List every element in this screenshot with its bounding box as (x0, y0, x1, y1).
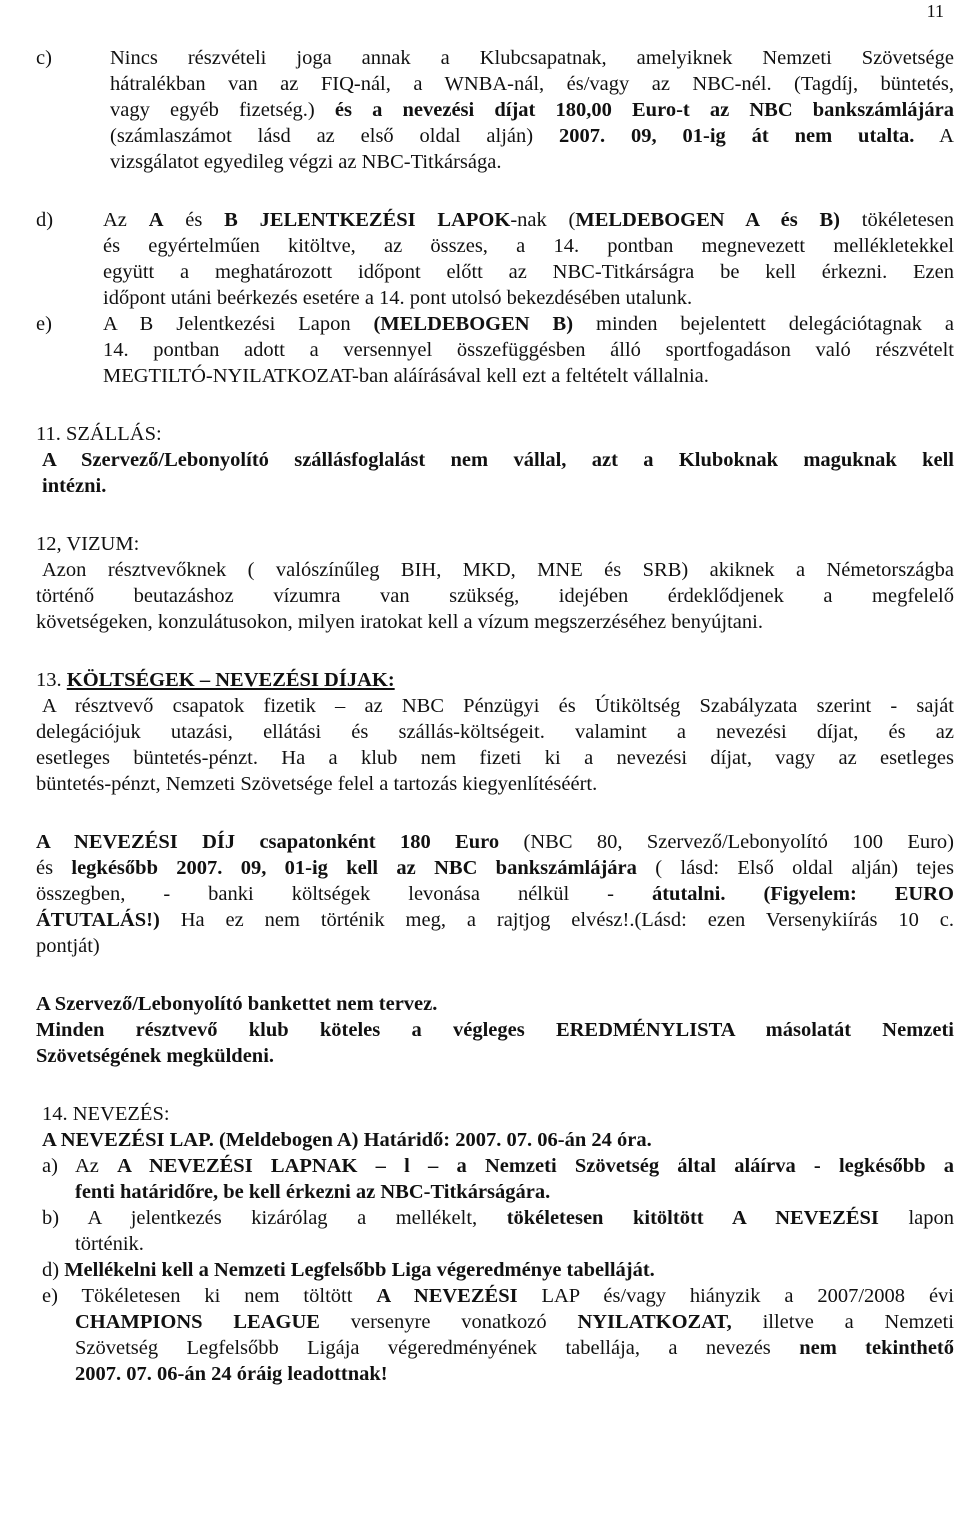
text-line (42, 1283, 954, 1309)
bold-text: és a nevezési díjat 180,00 Euro-t az NBC bankszámlájára (334, 99, 954, 121)
text-run: 11. SZÁLLÁS: (36, 423, 162, 445)
text-run: és (36, 857, 72, 879)
text-line (110, 123, 954, 149)
text-line (36, 583, 954, 609)
bold-text: CHAMPIONS LEAGUE (75, 1311, 320, 1333)
bold-text: A Szervező/Lebonyolító szállásfoglalást nem vállal, azt a Kluboknak maguknak kell (42, 449, 954, 471)
text-line (36, 745, 954, 771)
text-run: esetleges büntetés-pénzt. Ha a klub nem fizeti ki a nevezési díjat, vagy az esetleges (36, 747, 954, 769)
text-line (42, 557, 954, 583)
page-number: 11 (926, 1, 944, 21)
text-line (110, 45, 954, 71)
text-run: illetve a Nemzeti (731, 1311, 954, 1333)
bold-text: Mellékelni kell a Nemzeti Legfelsőbb Liga végeredménye tabelláját. (64, 1259, 655, 1281)
bold-text: A NEVEZÉSI LAPNAK – l – a Nemzeti Szövetség által aláírva - legkésőbb a (117, 1155, 954, 1177)
text-line (103, 363, 709, 389)
text-line (42, 447, 954, 473)
bold-text: átutalni. (Figyelem: EURO (651, 883, 954, 905)
text-run: versenyre vonatkozó (319, 1311, 578, 1333)
text-line (103, 311, 954, 337)
text-line (42, 1205, 954, 1231)
text-run: 12, VIZUM: (36, 533, 140, 555)
text-run: 14. NEVEZÉS: (42, 1103, 170, 1125)
text-run: MEGTILTÓ-NYILATKOZAT-ban aláírásával kell ezt a feltételt vállalnia. (103, 365, 709, 387)
text-line (36, 881, 954, 907)
text-line (36, 609, 763, 635)
bold-text: fenti határidőre, be kell érkezni az NBC-Titkárságára. (75, 1181, 551, 1203)
text-line (36, 421, 162, 447)
text-line (42, 1127, 652, 1153)
text-run: időpont utáni beérkezés esetére a 14. pont utolsó bekezdésében utalunk. (103, 287, 693, 309)
text-run: 13. (36, 669, 67, 691)
text-run: összegben, - banki költségek levonása nélkül - (36, 883, 652, 905)
item-label: d) (36, 209, 54, 231)
text-line (103, 207, 954, 233)
text-run: b) A jelentkezés kizárólag a mellékelt, (42, 1207, 507, 1229)
text-run: A B Jelentkezési Lapon (103, 313, 374, 335)
bold-text: intézni. (42, 475, 107, 497)
text-run: Az (103, 209, 149, 231)
bold-text: Szövetségének megküldeni. (36, 1045, 275, 1067)
text-run: e) Tökéletesen ki nem töltött (42, 1285, 377, 1307)
text-run: és egyértelműen kitöltve, az összes, a 14. pontban megnevezett mellékletekkel (103, 235, 954, 257)
text-run: tökéletesen (840, 209, 954, 231)
text-line (110, 71, 954, 97)
text-run: vagy egyéb fizetség.) (110, 99, 335, 121)
text-run: A résztvevő csapatok fizetik – az NBC Pénzügyi és Útiköltség Szabályzata szerint - saját (42, 695, 954, 717)
bold-text: ÁTUTALÁS!) (36, 909, 160, 931)
text-line (42, 1257, 655, 1283)
text-run: d) (42, 1259, 65, 1281)
text-run: A (914, 125, 954, 147)
text-line (75, 1231, 144, 1257)
text-run: Ha ez nem történik meg, a rajtjog elvész!.(Lásd: ezen Versenykiírás 10 c. (159, 909, 954, 931)
text-line (36, 531, 139, 557)
text-line (103, 337, 954, 363)
text-run: Nincs részvételi joga annak a Klubcsapatnak, amelyiknek Nemzeti Szövetsége (110, 47, 954, 69)
bold-text: A Szervező/Lebonyolító bankettet nem tervez. (36, 993, 438, 1015)
bold-text: 2007. 07. 06-án 24 óráig leadottnak! (75, 1363, 388, 1385)
text-run: együtt a meghatározott időpont előtt az NBC-Titkárságra be kell érkezni. Ezen (103, 261, 954, 283)
text-line (36, 1043, 274, 1069)
text-line (36, 771, 597, 797)
text-line (36, 667, 395, 693)
bold-text: A NEVEZÉSI LAP. (Meldebogen A) Határidő: 2007. 07. 06-án 24 óra. (42, 1129, 652, 1151)
bold-text: tökéletesen kitöltött A NEVEZÉSI (506, 1207, 879, 1229)
bold-text: MELDEBOGEN A és B) (575, 209, 841, 231)
text-run: Azon résztvevőknek ( valószínűleg BIH, MKD, MNE és SRB) akiknek a Németországba (42, 559, 954, 581)
text-line (110, 149, 501, 175)
text-run: a) Az (42, 1155, 118, 1177)
text-line (75, 1361, 388, 1387)
bold-text: A (148, 209, 164, 231)
text-line (36, 991, 437, 1017)
text-line (103, 285, 692, 311)
text-line (103, 259, 954, 285)
text-run: LAP és/vagy hiányzik a 2007/2008 évi (517, 1285, 954, 1307)
text-run: Szövetség Legfelsőbb Ligája végeredményének tabellája, a nevezés (75, 1337, 800, 1359)
text-line (42, 1153, 954, 1179)
text-run: hátralékban van az FIQ-nál, a WNBA-nál, és/vagy az NBC-nél. (Tagdíj, büntetés, (110, 73, 954, 95)
text-run: vizsgálatot egyedileg végzi az NBC-Titkársága. (110, 151, 502, 173)
bold-text: KÖLTSÉGEK – NEVEZÉSI DÍJAK: (66, 669, 395, 691)
bold-text: NYILATKOZAT, (577, 1311, 732, 1333)
text-run: ( lásd: Első oldal alján) tejes (636, 857, 954, 879)
text-run: (NBC 80, Szervező/Lebonyolító 100 Euro) (499, 831, 954, 853)
text-line (110, 97, 954, 123)
text-run: történik. (75, 1233, 144, 1255)
text-line (75, 1335, 954, 1361)
bold-text: A NEVEZÉSI (376, 1285, 518, 1307)
text-line (36, 855, 954, 881)
bold-text: B JELENTKEZÉSI LAPOK (224, 209, 511, 231)
text-run: pontját) (36, 935, 100, 957)
text-line (36, 829, 954, 855)
text-line (36, 1017, 954, 1043)
text-line (42, 1101, 170, 1127)
text-run: (számlaszámot lásd az első oldal alján) (110, 125, 559, 147)
bold-text: Minden résztvevő klub köteles a végleges EREDMÉNYLISTA másolatát Nemzeti (36, 1019, 954, 1041)
text-line (36, 907, 954, 933)
text-line (75, 1179, 550, 1205)
text-line (42, 473, 106, 499)
bold-text: A NEVEZÉSI DÍJ csapatonként 180 Euro (36, 831, 500, 853)
text-line (103, 233, 954, 259)
bold-text: (MELDEBOGEN B) (373, 313, 574, 335)
text-run: delegációjuk utazási, ellátási és szállás-költségeit. valamint a nevezési díjat, és az (36, 721, 954, 743)
text-run: történő beutazáshoz vízumra van szükség, idejében érdeklődjenek a megfelelő (36, 585, 954, 607)
text-run: büntetés-pénzt, Nemzeti Szövetsége felel a tartozás kiegyenlítéséért. (36, 773, 598, 795)
text-run: minden bejelentett delegációtagnak a (573, 313, 954, 335)
text-run: lapon (878, 1207, 954, 1229)
item-label: e) (36, 313, 52, 335)
text-line (42, 693, 954, 719)
text-run: követségeken, konzulátusokon, milyen iratokat kell a vízum megszerzéséhez benyújtani. (36, 611, 763, 633)
item-label: c) (36, 47, 52, 69)
text-run: -nak ( (510, 209, 576, 231)
text-line (36, 719, 954, 745)
text-run: 14. pontban adott a versennyel összefüggésben álló sportfogadáson való részvételt (103, 339, 954, 361)
text-line (36, 933, 100, 959)
bold-text: legkésőbb 2007. 09, 01-ig kell az NBC bankszámlájára (71, 857, 637, 879)
bold-text: 2007. 09, 01-ig át nem utalta. (558, 125, 915, 147)
text-line (75, 1309, 954, 1335)
text-run: és (163, 209, 225, 231)
bold-text: nem tekinthető (799, 1337, 954, 1359)
